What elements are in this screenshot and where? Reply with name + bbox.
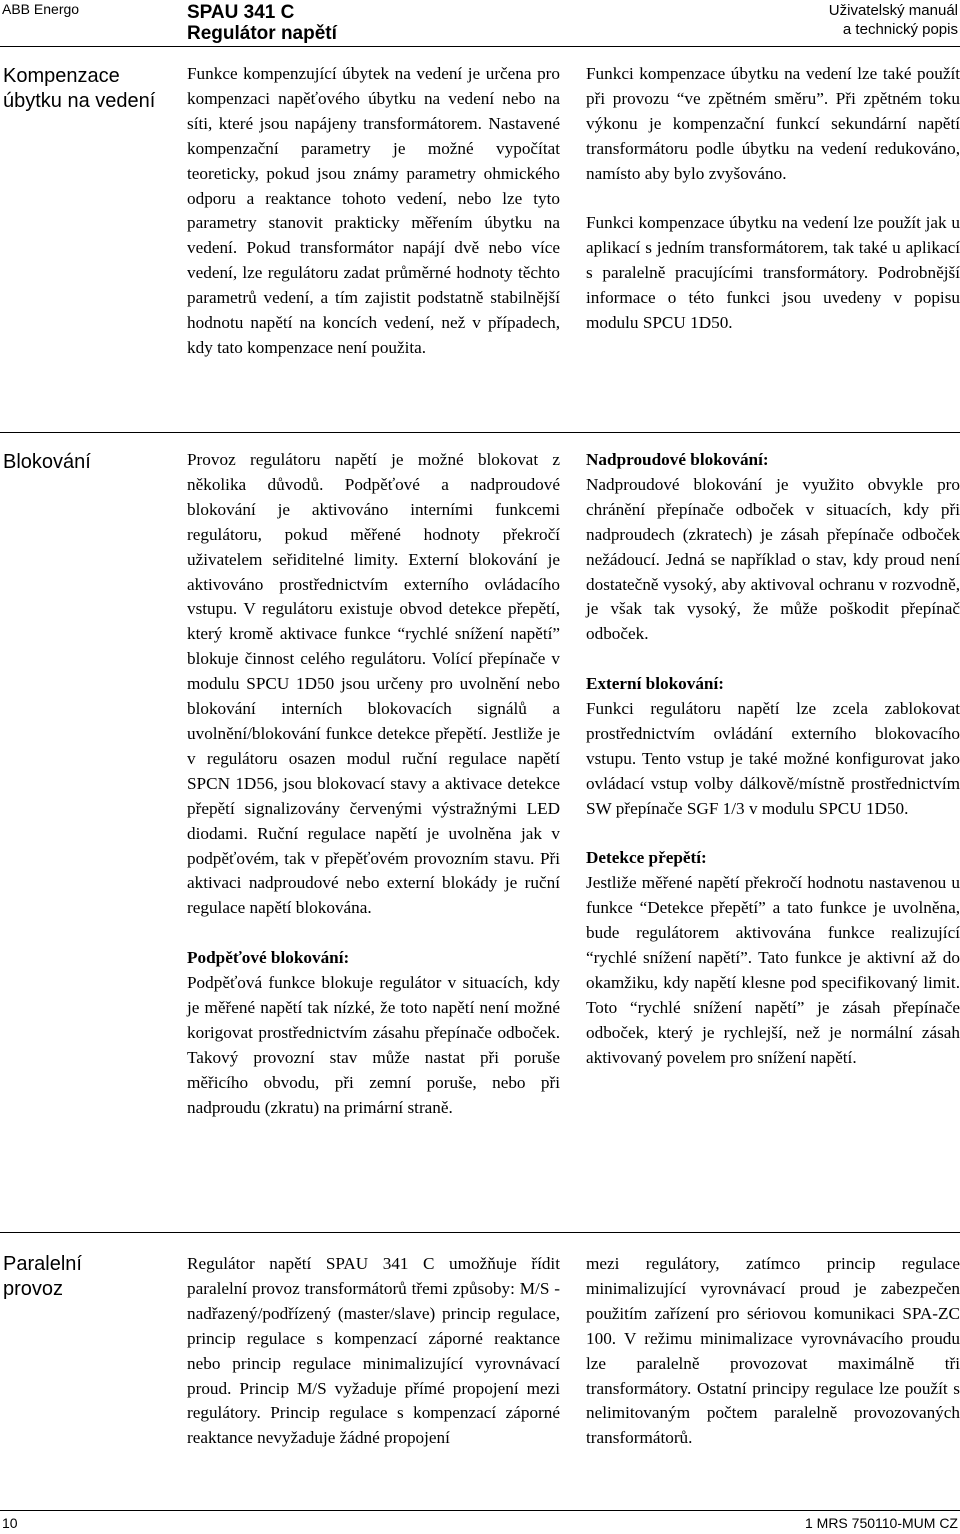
paragraph: Regulátor napětí SPAU 341 C umožňuje řídit paralelní provoz transformátorů třemi způsoby: M/S - nadřazený/podřízený (master/slave) princip regulace, princip regulace s kompenzací záporné reaktance nebo princip regulace minimalizující vyrovnávací proud. Princip M/S vyžaduje přímé propojení mezi regulátory. Princip regulace s kompenzací záporné reaktance nevyžaduje žádné propojení: [187, 1254, 560, 1448]
company-name: ABB Energo: [2, 1, 80, 17]
blocking-left-column: [187, 448, 560, 1120]
product-name: SPAU 341 C: [187, 2, 295, 23]
compensation-left-column: [187, 62, 560, 361]
paragraph: mezi regulátory, zatímco princip regulace minimalizující vyrovnávací proud je zabezpečen použitím zařízení pro sériovou komunikaci SPA-ZC 100. V režimu minimalizace vyrovnávacího proudu lze paralelně provozovat maximálně tři transformátory. Ostatní principy regulace lze použít s nelimitovaným počtem paralelně provozovaných transformátorů.: [586, 1254, 960, 1448]
paragraph: Funkci kompenzace úbytku na vedení lze použít jak u aplikací s jedním transformátorem, tak také u aplikací s paralelně pracujícími transformátory. Podrobnější informace o této funkci jsou uvedeny v popisu modulu SPCU 1D50.: [586, 213, 960, 333]
paragraph: Funkce kompenzující úbytek na vedení je určena pro kompenzaci napěťového úbytku na vedení nebo na síti, které jsou napájeny transformátorem. Nastavené kompenzační parametry je možné vypočítat teoreticky, pokud jsou známy parametry ohmického odporu a reaktance tohoto vedení, nebo lze tyto parametry stanovit prakticky měřením úbytku na vedení. Pokud transformátor napájí dvě nebo více vedení, lze regulátoru zadat průměrné hodnoty těchto parametrů vedení, a tím zajistit podstatně stabilnější hodnotu napětí na koncích vedení, než v případech, kdy tato kompenzace není použita.: [187, 64, 560, 357]
header-divider: [0, 46, 960, 47]
manual-label-line2: a technický popis: [842, 21, 958, 38]
document-id: 1 MRS 750110-MUM CZ: [804, 1515, 958, 1531]
footer-divider: [0, 1510, 960, 1511]
paragraph: Podpěťová funkce blokuje regulátor v situacích, kdy je měřené napětí tak nízké, že toto napětí není možné korigovat prostřednictvím zásahu přepínače odboček. Takový provozní stav může nastat při poruše měřicího obvodu, při zemní poruše, nebo při nadproudu (zkratu) na primární straně.: [187, 973, 560, 1117]
manual-label-line1: Uživatelský manuál: [828, 2, 958, 19]
paragraph: Funkci regulátoru napětí lze zcela zablokovat prostřednictvím ovládání externího blokovacího vstupu. Tento vstup je také možné konfigurovat jako ovládací vstup volby dálkově/místně prostřednictvím SW přepínače SGF 1/3 v modulu SPCU 1D50.: [586, 699, 960, 818]
subheading-undervoltage: Podpěťové blokování:: [187, 948, 350, 968]
paragraph: Jestliže měřené napětí překročí hodnotu nastavenou u funkce “Detekce přepětí” a tato funkce je uvolněna, bude regulátorem aktivována funkce realizující “rychlé snížení napětí”. Tato funkce je aktivní až do okamžiku, kdy napětí klesne pod specifikovaný limit. Toto “rychlé snížení napětí” je zásah přepínače odboček, který je rychlejší, než je normální zásah aktivovaný povelem pro snížení napětí.: [586, 873, 960, 1067]
section-divider: [0, 1232, 960, 1233]
blocking-right-column: [586, 448, 960, 1071]
section-title-blocking: Blokování: [3, 451, 91, 473]
section-divider: [0, 432, 960, 433]
parallel-left-column: [187, 1252, 560, 1451]
compensation-right-column: [586, 62, 960, 336]
page-number: 10: [2, 1515, 18, 1531]
section-title-parallel: Paralelní provoz: [3, 1253, 82, 1300]
paragraph: Nadproudové blokování je využito obvykle pro chránění přepínače odboček v situacích, kdy při nadproudech (zkratech) je zásah přepínače odboček nežádoucí. Jedná se například o stav, kdy proud není dostatečně vysoký, aby aktivoval ochranu v rozvodně, je však tak vysoký, že může poškodit přepínač odboček.: [586, 474, 960, 644]
paragraph: Funkci kompenzace úbytku na vedení lze také použít při provozu “ve zpětném směru”. Při zpětném toku výkonu je kompenzační funkcí sekundární napětí transformátoru podle úbytku na vedení redukováno, namísto aby bylo zvyšováno.: [586, 64, 960, 183]
subheading-overvoltage: Detekce přepětí:: [586, 848, 707, 868]
page-title: [187, 2, 337, 44]
paragraph: Provoz regulátoru napětí je možné blokovat z několika důvodů. Podpěťové a nadproudové blokování je aktivováno interními funkcemi regulátoru, pokud měřené hodnoty překročí uživatelem seřiditelné limity. Externí blokování je aktivováno prostřednictvím externího ovládacího vstupu. V regulátoru existuje obvod detekce přepětí, který kromě aktivace funkce “rychlé snížení napětí” blokuje činnost celého regulátoru. Volící přepínače v modulu SPCU 1D50 jsou určeny pro uvolnění nebo blokování interních blokovacích signálů a uvolnění/blokování funkce detekce přepětí. Jestliže je v regulátoru osazen modul ruční regulace napětí SPCN 1D56, jsou blokovací stavy a aktivace detekce přepětí signalizovány červenými výstražnými LED diodami. Ruční regulace napětí je uvolněna jak v podpěťovém, tak v přepěťovém provozním stavu. Při aktivaci nadproudové nebo externí blokády je ruční regulace napětí blokována.: [187, 450, 560, 918]
section-title-compensation: Kompenzace úbytku na vedení: [3, 65, 156, 112]
product-subtitle: Regulátor napětí: [187, 23, 337, 44]
subheading-overcurrent: Nadproudové blokování:: [586, 450, 769, 469]
manual-label: [829, 1, 958, 39]
parallel-right-column: [586, 1252, 960, 1451]
subheading-external: Externí blokování:: [586, 674, 724, 694]
